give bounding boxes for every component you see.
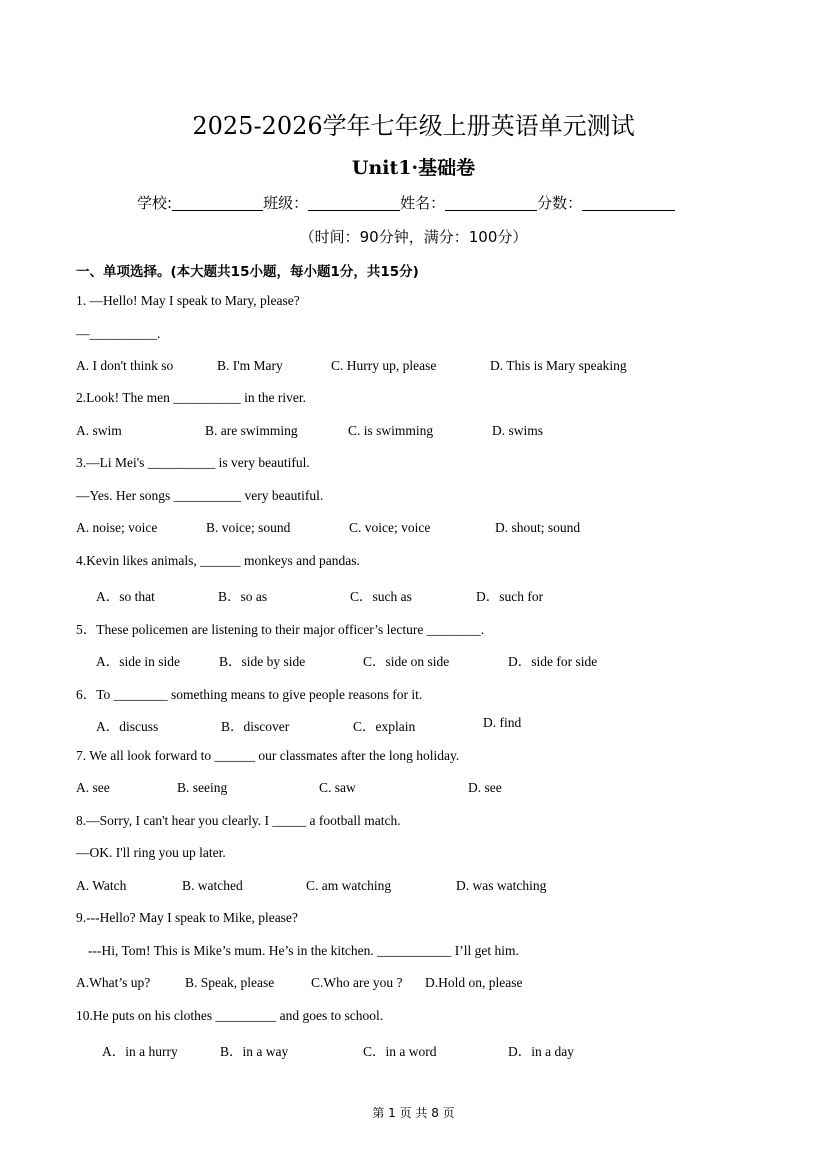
option-9b[interactable]: B. Speak, please <box>185 975 275 990</box>
option-3a[interactable]: A. noise; voice <box>76 520 158 535</box>
option-1c[interactable]: C. Hurry up, please <box>331 358 437 373</box>
student-info-row <box>137 192 675 213</box>
class-label: 班级： <box>263 194 309 212</box>
option-4a[interactable]: A．so that <box>96 589 155 604</box>
question-8-reply: —OK. I'll ring you up later. <box>76 845 226 860</box>
class-field[interactable] <box>308 195 400 211</box>
option-9a[interactable]: A.What’s up? <box>76 975 151 990</box>
question-5: 5．These policemen are listening to their major officer’s lecture ________. <box>76 622 485 637</box>
option-5c[interactable]: C．side on side <box>363 654 450 669</box>
option-2a[interactable]: A. swim <box>76 423 122 438</box>
option-3b[interactable]: B. voice; sound <box>206 520 291 535</box>
question-10: 10.He puts on his clothes _________ and goes to school. <box>76 1008 384 1023</box>
question-9: 9.---Hello? May I speak to Mike, please? <box>76 910 298 925</box>
question-8: 8.—Sorry, I can't hear you clearly. I _____ a football match. <box>76 813 401 828</box>
option-6a[interactable]: A．discuss <box>96 719 159 734</box>
option-1b[interactable]: B. I'm Mary <box>217 358 283 373</box>
option-6b[interactable]: B．discover <box>221 719 290 734</box>
option-8d[interactable]: D. was watching <box>456 878 547 893</box>
name-field[interactable] <box>445 195 537 211</box>
option-9d[interactable]: D.Hold on, please <box>425 975 523 990</box>
option-6c[interactable]: C．explain <box>353 719 416 734</box>
option-3d[interactable]: D. shout; sound <box>495 520 581 535</box>
option-1a[interactable]: A. I don't think so <box>76 358 174 373</box>
option-2b[interactable]: B. are swimming <box>205 423 298 438</box>
option-10d[interactable]: D．in a day <box>508 1044 574 1059</box>
school-label: 学校: <box>137 194 173 212</box>
option-2c[interactable]: C. is swimming <box>348 423 434 438</box>
option-8a[interactable]: A. Watch <box>76 878 127 893</box>
option-4c[interactable]: C．such as <box>350 589 412 604</box>
option-6d[interactable]: D. find <box>483 715 522 730</box>
question-6: 6．To ________ something means to give people reasons for it. <box>76 687 423 702</box>
question-2: 2.Look! The men __________ in the river. <box>76 390 306 405</box>
option-9c[interactable]: C.Who are you ? <box>311 975 403 990</box>
school-field[interactable] <box>172 195 263 211</box>
question-4: 4.Kevin likes animals, ______ monkeys and pandas. <box>76 553 360 568</box>
option-8c[interactable]: C. am watching <box>306 878 392 893</box>
option-5d[interactable]: D．side for side <box>508 654 598 669</box>
time-note: （时间：90分钟，满分：100分） <box>299 228 528 246</box>
question-7: 7. We all look forward to ______ our classmates after the long holiday. <box>76 748 460 763</box>
option-10b[interactable]: B．in a way <box>220 1044 289 1059</box>
option-10a[interactable]: A．in a hurry <box>102 1044 178 1059</box>
option-3c[interactable]: C. voice; voice <box>349 520 431 535</box>
question-9-reply: ---Hi, Tom! This is Mike’s mum. He’s in the kitchen. ___________ I’ll get him. <box>88 943 519 958</box>
question-1-reply: —__________. <box>76 326 161 341</box>
name-label: 姓名： <box>400 194 446 212</box>
option-7a[interactable]: A. see <box>76 780 110 795</box>
option-2d[interactable]: D. swims <box>492 423 544 438</box>
option-1d[interactable]: D. This is Mary speaking <box>490 358 627 373</box>
page-number: 第 1 页 共 8 页 <box>372 1106 455 1120</box>
section-title: 一、单项选择。(本大题共15小题，每小题1分，共15分) <box>76 264 419 280</box>
question-3-reply: —Yes. Her songs __________ very beautiful. <box>76 488 324 503</box>
option-4b[interactable]: B．so as <box>218 589 268 604</box>
option-7d[interactable]: D. see <box>468 780 502 795</box>
option-5b[interactable]: B．side by side <box>219 654 306 669</box>
question-3: 3.—Li Mei's __________ is very beautiful. <box>76 455 310 470</box>
page-title: 2025-2026学年七年级上册英语单元测试 <box>192 112 635 140</box>
question-1: 1. —Hello! May I speak to Mary, please? <box>76 293 300 308</box>
score-label: 分数： <box>537 194 583 212</box>
option-4d[interactable]: D．such for <box>476 589 544 604</box>
score-field[interactable] <box>582 195 675 211</box>
option-7b[interactable]: B. seeing <box>177 780 228 795</box>
option-5a[interactable]: A．side in side <box>96 654 180 669</box>
option-8b[interactable]: B. watched <box>182 878 243 893</box>
option-7c[interactable]: C. saw <box>319 780 356 795</box>
page-subtitle: Unit1·基础卷 <box>351 157 476 179</box>
option-10c[interactable]: C．in a word <box>363 1044 437 1059</box>
